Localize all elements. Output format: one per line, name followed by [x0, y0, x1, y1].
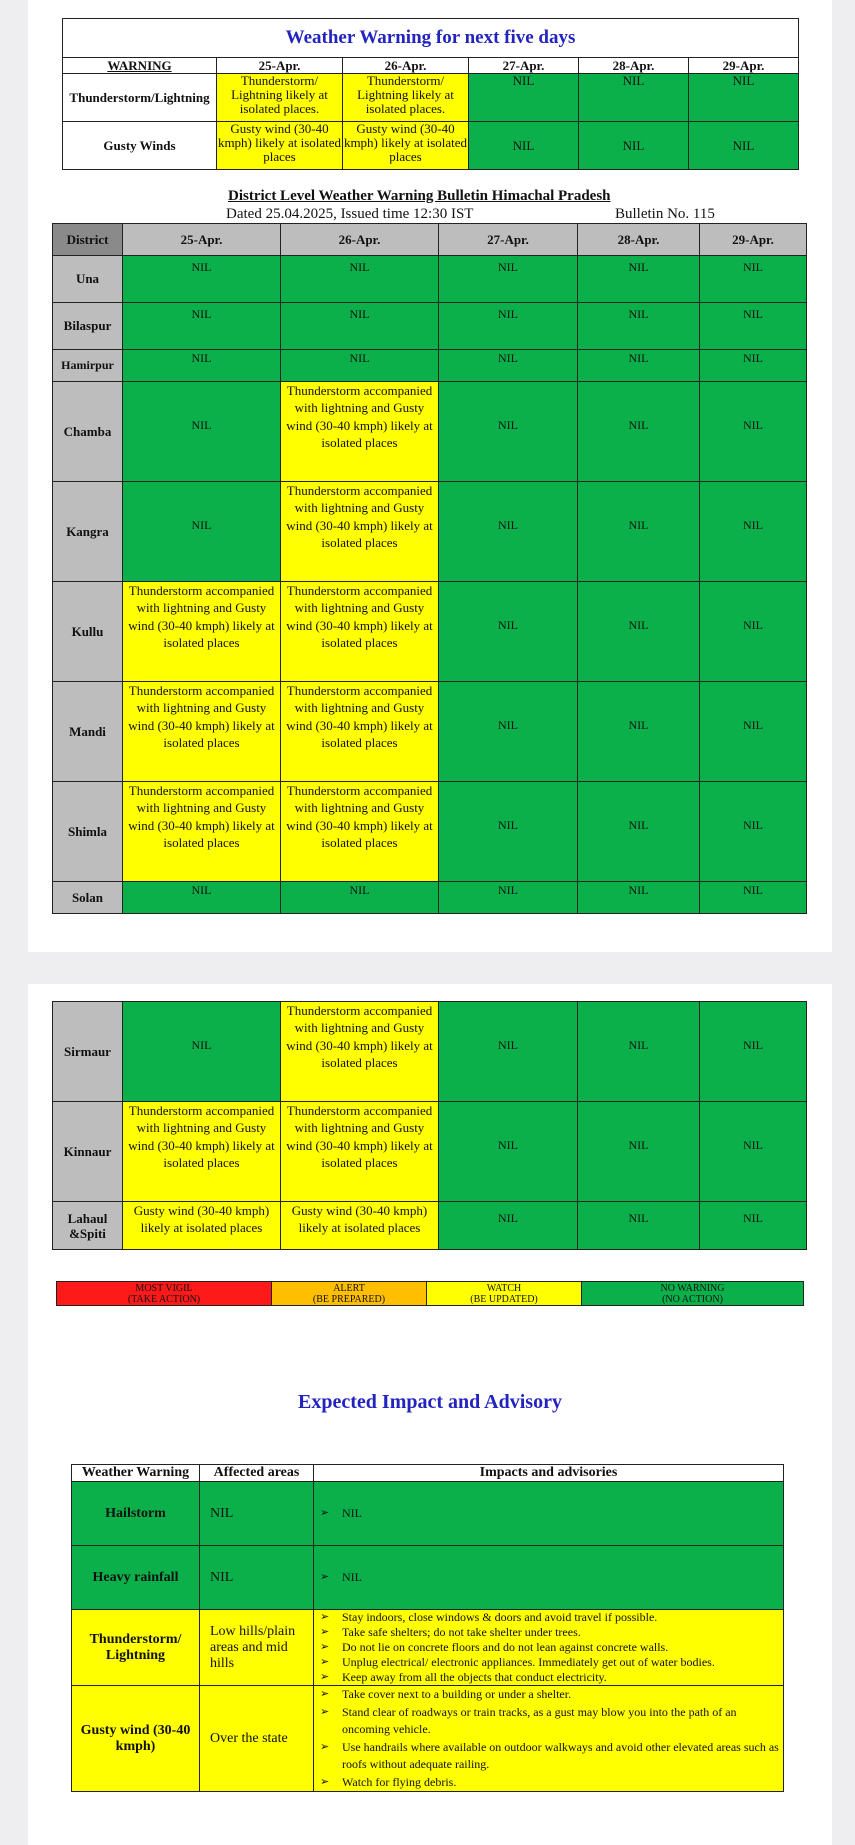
legend-sublabel: (BE UPDATED): [470, 1293, 538, 1305]
district-name: Hamirpur: [53, 350, 123, 382]
legend-label: WATCH: [486, 1282, 522, 1294]
district-name: Kangra: [53, 482, 123, 582]
district-name: Sirmaur: [53, 1002, 123, 1102]
nil-cell: NIL: [469, 122, 579, 170]
nil-cell: NIL: [578, 482, 700, 582]
nil-cell: NIL: [123, 350, 281, 382]
warning-type-gusty-winds: Gusty Winds: [63, 122, 217, 170]
district-name: Chamba: [53, 382, 123, 482]
legend-sublabel: (NO ACTION): [662, 1293, 723, 1305]
nil-cell: NIL: [123, 382, 281, 482]
legend-sublabel: (TAKE ACTION): [127, 1293, 201, 1305]
district-name: Bilaspur: [53, 303, 123, 350]
nil-cell: NIL: [439, 882, 578, 914]
nil-cell: NIL: [700, 382, 807, 482]
date-header: 25-Apr.: [123, 224, 281, 256]
warning-type-thunderstorm: Thunderstorm/Lightning: [63, 74, 217, 122]
bulletin-number: Bulletin No. 115: [615, 206, 715, 222]
warning-cell: Gusty wind (30-40 kmph) likely at isolated places: [123, 1202, 281, 1250]
bulletin-page-1: [28, 0, 832, 952]
warning-cell: Gusty wind (30-40 kmph) likely at isolated places: [343, 122, 469, 170]
table-row: [53, 256, 807, 303]
nil-cell: NIL: [578, 582, 700, 682]
nil-cell: NIL: [281, 882, 439, 914]
warning-cell: Thunderstorm accompanied with lightning and Gusty wind (30-40 kmph) likely at isolated places: [123, 682, 281, 782]
warning-cell: Thunderstorm accompanied with lightning and Gusty wind (30-40 kmph) likely at isolated places: [281, 682, 439, 782]
table-row: [72, 1546, 784, 1610]
warning-thunderstorm: Thunderstorm/ Lightning: [72, 1610, 200, 1686]
warning-cell: Thunderstorm accompanied with lightning and Gusty wind (30-40 kmph) likely at isolated places: [281, 782, 439, 882]
advisory-cell: [314, 1610, 784, 1686]
affected-area: NIL: [200, 1482, 314, 1546]
warning-hailstorm: Hailstorm: [72, 1482, 200, 1546]
nil-cell: NIL: [700, 1202, 807, 1250]
advisory-item: ➢ NIL: [342, 1505, 779, 1523]
nil-cell: NIL: [578, 350, 700, 382]
warning-cell: Thunderstorm accompanied with lightning and Gusty wind (30-40 kmph) likely at isolated places: [281, 382, 439, 482]
affected-area: NIL: [200, 1546, 314, 1610]
affected-area: Low hills/plain areas and mid hills: [200, 1610, 314, 1686]
nil-cell: NIL: [578, 303, 700, 350]
nil-cell: NIL: [123, 303, 281, 350]
district-name: Una: [53, 256, 123, 303]
nil-cell: NIL: [439, 1102, 578, 1202]
nil-cell: NIL: [281, 350, 439, 382]
nil-cell: NIL: [578, 882, 700, 914]
table-row: [53, 682, 807, 782]
nil-cell: NIL: [578, 382, 700, 482]
nil-cell: NIL: [700, 682, 807, 782]
district-name: Shimla: [53, 782, 123, 882]
advisory-item: ➢ Take cover next to a building or under a shelter.: [342, 1686, 779, 1704]
warning-cell: Thunderstorm accompanied with lightning and Gusty wind (30-40 kmph) likely at isolated places: [281, 482, 439, 582]
district-name: Solan: [53, 882, 123, 914]
nil-cell: NIL: [123, 882, 281, 914]
table-row: [53, 782, 807, 882]
district-header: District: [53, 224, 123, 256]
nil-cell: NIL: [700, 482, 807, 582]
nil-cell: NIL: [700, 1102, 807, 1202]
advisory-cell: [314, 1546, 784, 1610]
nil-cell: NIL: [578, 782, 700, 882]
color-legend: [56, 1281, 804, 1306]
warning-gusty-wind: Gusty wind (30-40 kmph): [72, 1686, 200, 1792]
nil-cell: NIL: [439, 1002, 578, 1102]
table-row: [53, 882, 807, 914]
district-name: Kinnaur: [53, 1102, 123, 1202]
nil-cell: NIL: [439, 1202, 578, 1250]
nil-cell: NIL: [439, 382, 578, 482]
table-row: [53, 582, 807, 682]
advisory-cell: [314, 1482, 784, 1546]
advisory-item: ➢ Take safe shelters; do not take shelter under trees.: [342, 1625, 779, 1640]
nil-cell: NIL: [700, 1002, 807, 1102]
nil-cell: NIL: [700, 782, 807, 882]
table-row: [72, 1686, 784, 1792]
warning-heavy-rainfall: Heavy rainfall: [72, 1546, 200, 1610]
nil-cell: NIL: [578, 1002, 700, 1102]
table-row: [53, 1202, 807, 1250]
nil-cell: NIL: [578, 682, 700, 782]
advisory-item: ➢ Use handrails where available on outdoor walkways and avoid other elevated areas such as roofs without adequate railing.: [342, 1739, 779, 1774]
date-header: 29-Apr.: [689, 58, 799, 74]
nil-cell: NIL: [439, 482, 578, 582]
legend-watch: [427, 1282, 582, 1306]
five-day-title: Weather Warning for next five days: [63, 19, 799, 58]
date-header: 27-Apr.: [469, 58, 579, 74]
legend-label: MOST VIGIL: [135, 1282, 193, 1294]
warning-cell: Thunderstorm accompanied with lightning and Gusty wind (30-40 kmph) likely at isolated places: [123, 1102, 281, 1202]
advisory-item: ➢ Stay indoors, close windows & doors and avoid travel if possible.: [342, 1610, 779, 1625]
table-row: [53, 350, 807, 382]
district-name: Kullu: [53, 582, 123, 682]
advisory-item: ➢ NIL: [342, 1569, 779, 1587]
advisory-cell: [314, 1686, 784, 1792]
legend-sublabel: (BE PREPARED): [312, 1293, 386, 1305]
advisory-item: ➢ Unplug electrical/ electronic appliances. Immediately get out of water bodies.: [342, 1655, 779, 1670]
nil-cell: NIL: [700, 882, 807, 914]
date-header: 28-Apr.: [579, 58, 689, 74]
date-header: 26-Apr.: [281, 224, 439, 256]
warning-cell: Thunderstorm accompanied with lightning and Gusty wind (30-40 kmph) likely at isolated places: [123, 782, 281, 882]
column-header: Impacts and advisories: [314, 1465, 784, 1482]
five-day-warning-table: [62, 18, 799, 170]
advisory-item: ➢ Keep away from all the objects that conduct electricity.: [342, 1670, 779, 1685]
impact-advisory-table: [71, 1464, 784, 1792]
nil-cell: NIL: [439, 582, 578, 682]
nil-cell: NIL: [579, 74, 689, 122]
warning-cell: Thunderstorm accompanied with lightning and Gusty wind (30-40 kmph) likely at isolated places: [281, 582, 439, 682]
bulletin-title: District Level Weather Warning Bulletin Himachal Pradesh: [228, 188, 611, 204]
nil-cell: NIL: [579, 122, 689, 170]
nil-cell: NIL: [700, 256, 807, 303]
date-header: 27-Apr.: [439, 224, 578, 256]
legend-no-warning: [582, 1282, 804, 1306]
advisory-item: ➢ Stand clear of roadways or train tracks, as a gust may blow you into the path of an oncoming vehicle.: [342, 1704, 779, 1739]
affected-area: Over the state: [200, 1686, 314, 1792]
district-name: Mandi: [53, 682, 123, 782]
nil-cell: NIL: [281, 256, 439, 303]
warning-header: WARNING: [63, 58, 217, 74]
nil-cell: NIL: [578, 1202, 700, 1250]
nil-cell: NIL: [689, 122, 799, 170]
warning-cell: Gusty wind (30-40 kmph) likely at isolated places: [281, 1202, 439, 1250]
advisory-title: Expected Impact and Advisory: [298, 1391, 562, 1413]
bulletin-dated: Dated 25.04.2025, Issued time 12:30 IST: [226, 206, 474, 222]
nil-cell: NIL: [700, 303, 807, 350]
date-header: 29-Apr.: [700, 224, 807, 256]
nil-cell: NIL: [439, 682, 578, 782]
nil-cell: NIL: [123, 1002, 281, 1102]
table-row: [53, 482, 807, 582]
nil-cell: NIL: [700, 350, 807, 382]
advisory-item: ➢ Do not lie on concrete floors and do not lean against concrete walls.: [342, 1640, 779, 1655]
warning-cell: Thunderstorm accompanied with lightning and Gusty wind (30-40 kmph) likely at isolated places: [281, 1002, 439, 1102]
nil-cell: NIL: [123, 482, 281, 582]
nil-cell: NIL: [439, 256, 578, 303]
column-header: Weather Warning: [72, 1465, 200, 1482]
date-header: 28-Apr.: [578, 224, 700, 256]
table-row: [53, 1102, 807, 1202]
nil-cell: NIL: [123, 256, 281, 303]
nil-cell: NIL: [439, 303, 578, 350]
nil-cell: NIL: [578, 256, 700, 303]
warning-cell: Thunderstorm/ Lightning likely at isolated places.: [217, 74, 343, 122]
table-row: [72, 1610, 784, 1686]
legend-label: NO WARNING: [660, 1282, 725, 1294]
table-row: [53, 303, 807, 350]
legend-label: ALERT: [333, 1282, 365, 1294]
nil-cell: NIL: [281, 303, 439, 350]
district-warning-table: [52, 223, 807, 914]
table-row: [72, 1482, 784, 1546]
bulletin-page-2: [28, 984, 832, 1845]
district-name: Lahaul &Spiti: [53, 1202, 123, 1250]
district-warning-table-continued: [52, 1001, 807, 1250]
nil-cell: NIL: [439, 782, 578, 882]
warning-cell: Thunderstorm accompanied with lightning and Gusty wind (30-40 kmph) likely at isolated places: [123, 582, 281, 682]
date-header: 25-Apr.: [217, 58, 343, 74]
table-row: [53, 382, 807, 482]
nil-cell: NIL: [578, 1102, 700, 1202]
advisory-item: ➢ Watch for flying debris.: [342, 1774, 779, 1792]
warning-cell: Gusty wind (30-40 kmph) likely at isolated places: [217, 122, 343, 170]
date-header: 26-Apr.: [343, 58, 469, 74]
legend-most-vigil: [57, 1282, 272, 1306]
warning-cell: Thunderstorm accompanied with lightning and Gusty wind (30-40 kmph) likely at isolated places: [281, 1102, 439, 1202]
nil-cell: NIL: [700, 582, 807, 682]
warning-cell: Thunderstorm/ Lightning likely at isolated places.: [343, 74, 469, 122]
table-row: [53, 1002, 807, 1102]
nil-cell: NIL: [439, 350, 578, 382]
legend-alert: [272, 1282, 427, 1306]
column-header: Affected areas: [200, 1465, 314, 1482]
nil-cell: NIL: [689, 74, 799, 122]
nil-cell: NIL: [469, 74, 579, 122]
